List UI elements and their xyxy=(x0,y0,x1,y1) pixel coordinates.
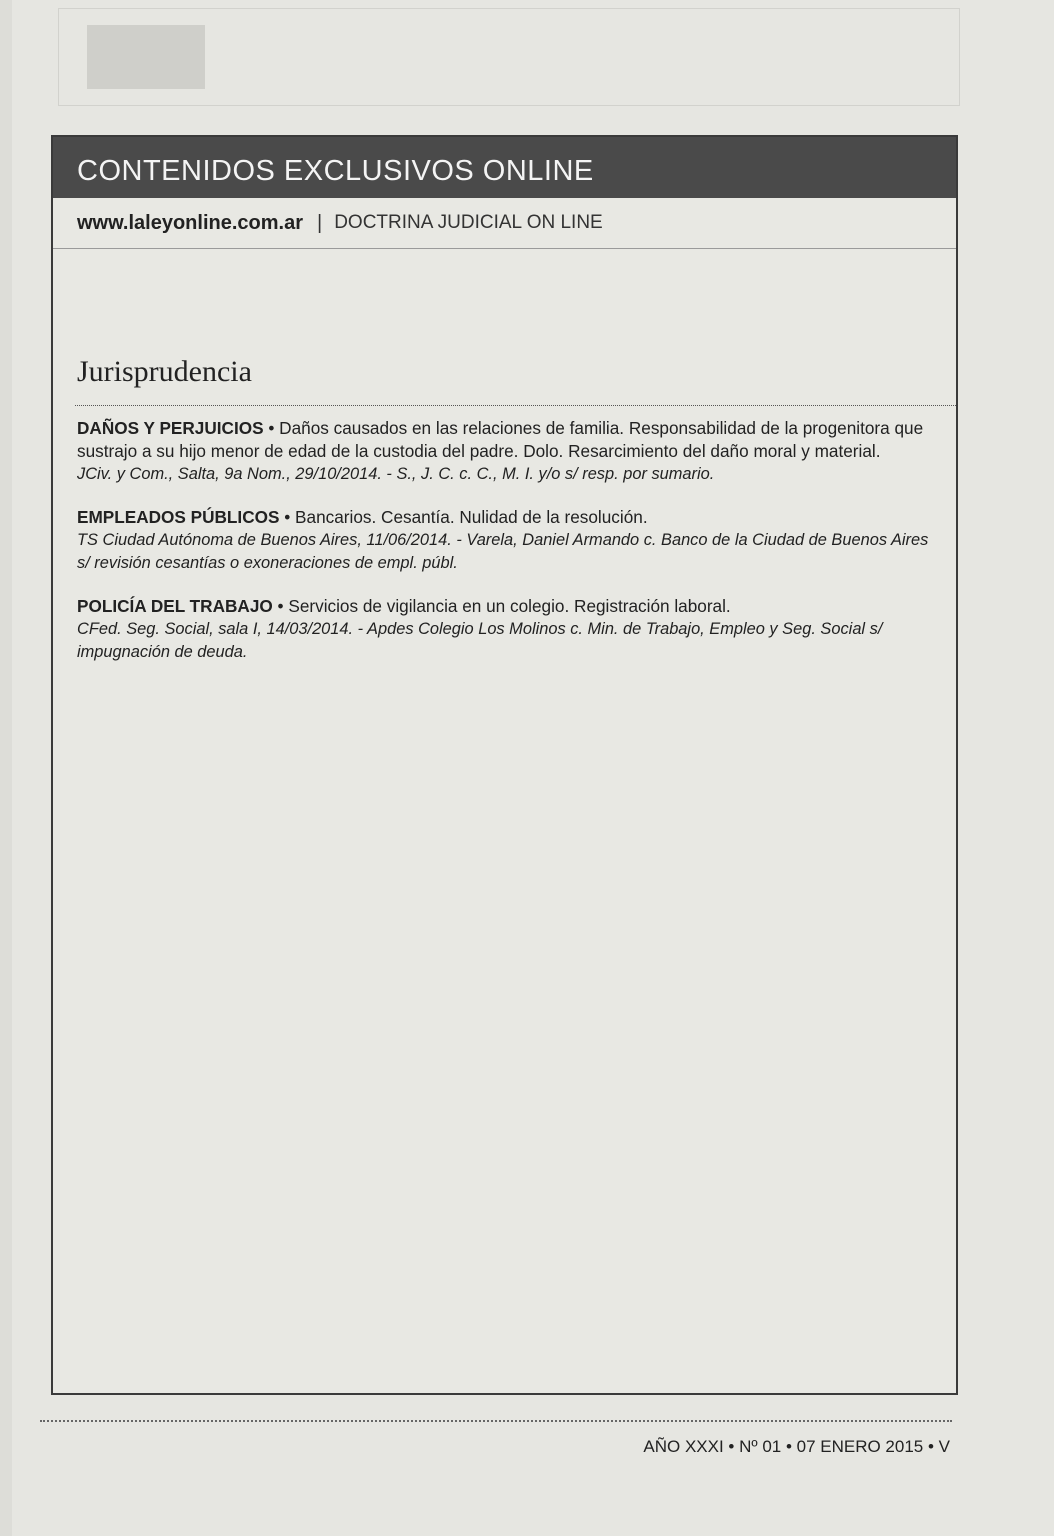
jurisprudence-entry xyxy=(77,417,939,486)
site-link[interactable]: www.laleyonline.com.ar xyxy=(77,211,303,234)
header-ghost xyxy=(58,8,960,106)
jurisprudence-entry xyxy=(77,595,939,664)
entry-bullet: • xyxy=(268,418,275,438)
banner xyxy=(53,137,956,198)
issue-footer: AÑO XXXI • Nº 01 • 07 ENERO 2015 • V xyxy=(643,1437,950,1456)
jurisprudence-entry xyxy=(77,506,939,575)
link-bar xyxy=(53,198,956,249)
entries-list xyxy=(77,417,939,684)
entry-description: Bancarios. Cesantía. Nulidad de la resolución. xyxy=(295,507,648,527)
footer-divider xyxy=(40,1420,952,1422)
ghost-logo xyxy=(87,25,205,89)
entry-keyword: DAÑOS Y PERJUICIOS xyxy=(77,418,264,438)
entry-keyword: EMPLEADOS PÚBLICOS xyxy=(77,507,280,527)
section-title: Jurisprudencia xyxy=(77,355,252,388)
entry-citation: TS Ciudad Autónoma de Buenos Aires, 11/06/2014. - Varela, Daniel Armando c. Banco de la Ciudad de Buenos Aires s/ revisión cesantías o exoneraciones de empl. públ. xyxy=(77,531,929,572)
entry-description: Servicios de vigilancia en un colegio. Registración laboral. xyxy=(288,596,731,616)
entry-description: Daños causados en las relaciones de familia. Responsabilidad de la progenitora que sustrajo a su hijo menor de edad de la custodia del padre. Dolo. Resarcimiento del daño moral y material. xyxy=(77,418,924,461)
entry-bullet: • xyxy=(277,596,284,616)
entry-bullet: • xyxy=(284,507,291,527)
link-separator: | xyxy=(317,211,323,234)
banner-title: CONTENIDOS EXCLUSIVOS ONLINE xyxy=(77,155,594,187)
section-divider xyxy=(75,405,956,406)
online-content-panel xyxy=(51,135,958,1395)
entry-citation: CFed. Seg. Social, sala I, 14/03/2014. - Apdes Colegio Los Molinos c. Min. de Trabajo, Empleo y Seg. Social s/ impugnación de deuda. xyxy=(77,620,883,661)
entry-keyword: POLICÍA DEL TRABAJO xyxy=(77,596,273,616)
entry-citation: JCiv. y Com., Salta, 9a Nom., 29/10/2014. - S., J. C. c. C., M. I. y/o s/ resp. por sumario. xyxy=(77,465,715,483)
link-bar-label: DOCTRINA JUDICIAL ON LINE xyxy=(334,212,603,233)
